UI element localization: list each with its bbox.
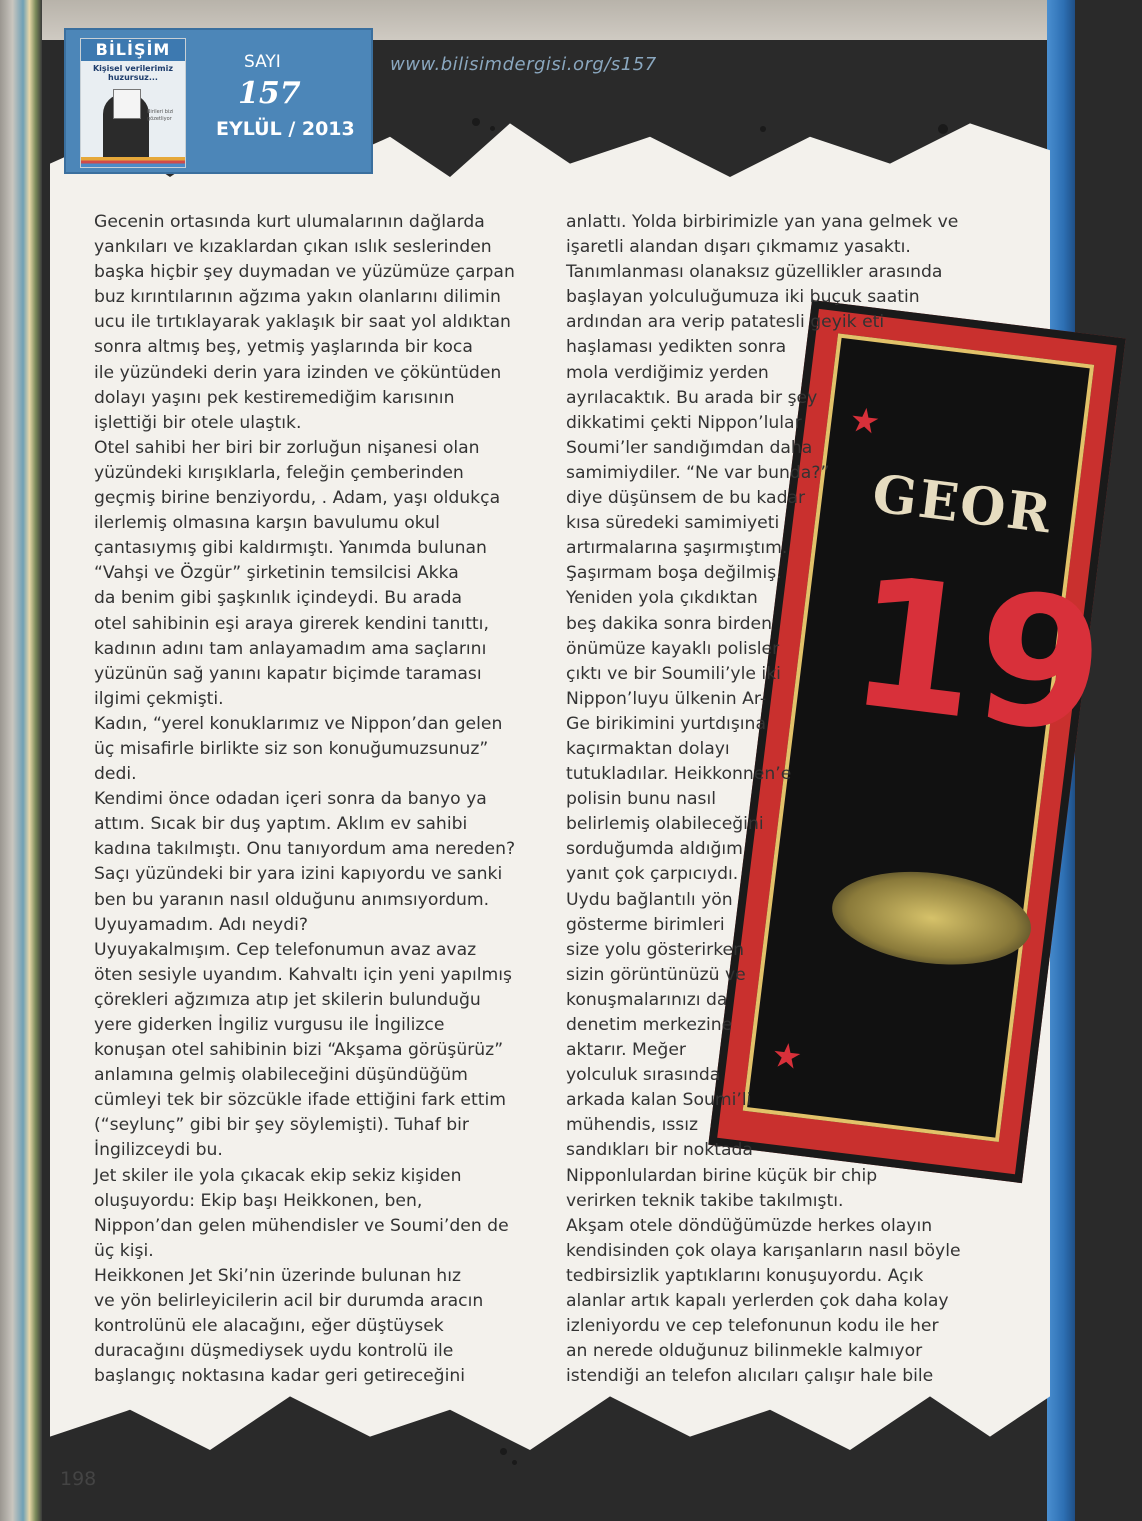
text-line: sizin görüntünüzü ve <box>566 964 746 985</box>
text-line: yere giderken İngiliz vurgusu ile İngilizce <box>94 1015 445 1035</box>
text-line: Gecenin ortasında kurt ulumalarının dağlarda <box>94 212 485 232</box>
text-line: polisin bunu nasıl <box>566 789 717 810</box>
text-line: istendiği an telefon alıcıları çalışır hale bile <box>566 1366 934 1387</box>
text-line: Otel sahibi her biri bir zorluğun nişanesi olan <box>94 437 480 458</box>
text-line: ardından ara verip patatesli geyik eti <box>566 312 885 333</box>
text-line: çörekleri ağzımıza atıp jet skilerin bulunduğu <box>94 989 481 1010</box>
text-line: kadına takılmıştı. Onu tanıyordum ama nereden? <box>94 839 516 860</box>
text-line: kendisinden çok olaya karışanların nasıl böyle <box>566 1240 961 1261</box>
text-line: otel sahibinin eşi araya girerek kendini tanıttı, <box>94 613 489 634</box>
text-line: kaçırmaktan dolayı <box>566 738 730 759</box>
text-line: Jet skiler ile yola çıkacak ekip sekiz kişiden <box>94 1165 462 1186</box>
text-line: (“seylunç” gibi bir şey söylemişti). Tuhaf bir <box>94 1115 469 1136</box>
text-line: üç kişi. <box>94 1240 154 1261</box>
text-line: samimiydiler. “Ne var bunda?” <box>566 462 830 483</box>
text-line: işlettiği bir otele ulaştık. <box>94 412 302 433</box>
text-line: oluşuyordu: Ekip başı Heikkonen, ben, <box>94 1190 423 1211</box>
text-line: İngilizceydi bu. <box>94 1140 223 1161</box>
text-line: an nerede olduğunuz bilinmekle kalmıyor <box>566 1341 923 1362</box>
page-edges-left <box>0 0 42 1521</box>
text-line: başlangıç noktasına kadar geri getireceğini <box>94 1366 466 1387</box>
text-line: arkada kalan Soumi’li <box>566 1090 752 1111</box>
issue-header <box>64 28 373 174</box>
text-line: konuşan otel sahibinin bizi “Akşama görüşürüz” <box>94 1040 504 1061</box>
text-line: sandıkları bir noktada <box>566 1140 753 1161</box>
magazine-url: www.bilisimdergisi.org/s157 <box>390 54 657 75</box>
text-line: öten sesiyle uyandım. Kahvaltı için yeni yapılmış <box>94 964 512 985</box>
text-line: verirken teknik takibe takılmıştı. <box>566 1190 844 1211</box>
text-line: çıktı ve bir Soumili’yle iki <box>566 663 781 684</box>
ink-splatter <box>760 126 766 132</box>
text-line: çantasıymış gibi kaldırmıştı. Yanımda bulunan <box>94 538 487 559</box>
text-line: yüzünün sağ yanını kapatır biçimde taraması <box>94 663 482 684</box>
text-line: belirlemiş olabileceğini <box>566 814 764 835</box>
text-line: Uyuyamadım. Adı neydi? <box>94 914 309 935</box>
text-line: denetim merkezine <box>566 1015 733 1035</box>
text-line: Uydu bağlantılı yön <box>566 889 733 910</box>
text-line: da benim gibi şaşkınlık içindeydi. Bu arada <box>94 588 463 609</box>
star-icon: ★ <box>769 1034 805 1079</box>
star-icon: ★ <box>847 399 883 444</box>
ink-splatter <box>512 1460 517 1465</box>
text-line: duracağını düşmediysek uydu kontrolü ile <box>94 1341 454 1362</box>
text-line: beş dakika sonra birden <box>566 613 772 634</box>
text-line: Heikkonen Jet Ski’nin üzerinde bulunan hız <box>94 1265 461 1286</box>
text-line: başka hiçbir şey duymadan ve yüzümüze çarpan <box>94 262 515 283</box>
ink-splatter <box>938 124 948 134</box>
text-line: mühendis, ıssız <box>566 1115 699 1136</box>
magazine-logo: BİLİŞİM <box>81 39 185 61</box>
text-line: işaretli alandan dışarı çıkmamız yasaktı. <box>566 237 911 258</box>
cover-headline: Kişisel verilerimiz huzursuz... <box>92 64 174 82</box>
text-line: haşlaması yedikten sonra <box>566 337 787 358</box>
text-line: Ge birikimini yurtdışına <box>566 713 766 734</box>
text-line: Kendimi önce odadan içeri sonra da banyo ya <box>94 789 487 810</box>
issue-label: SAYI <box>244 52 281 72</box>
text-line: dedi. <box>94 764 137 785</box>
text-line: ve yön belirleyicilerin acil bir durumda aracın <box>94 1291 484 1312</box>
text-line: konuşmalarınızı da <box>566 989 728 1010</box>
text-line: Kadın, “yerel konuklarımız ve Nippon’dan gelen <box>94 713 503 734</box>
text-line: buz kırıntılarının ağzıma yakın olanlarını dilimin <box>94 287 501 308</box>
poster-title: GEOR <box>869 463 1056 546</box>
text-line: ben bu yaranın nasıl olduğunu anımsıyordum. <box>94 889 490 910</box>
text-line: ilerlemiş olmasına karşın bavulumu okul <box>94 513 440 534</box>
text-line: artırmalarına şaşırmıştım. <box>566 538 788 559</box>
text-line: Yeniden yola çıkdıktan <box>566 588 758 609</box>
text-line: Şaşırmam boşa değilmiş. <box>566 563 782 584</box>
text-line: sonra altmış beş, yetmiş yaşlarında bir koca <box>94 337 473 358</box>
text-line: yankıları ve kızaklardan çıkan ıslık seslerinden <box>94 237 492 258</box>
page-number: 198 <box>60 1468 97 1490</box>
text-line: attım. Sıcak bir duş yaptım. Aklım ev sahibi <box>94 814 468 835</box>
text-line: ile yüzündeki derin yara izinden ve çöküntüden <box>94 362 502 383</box>
text-line: dolayı yaşını pek kestiremediğim karısının <box>94 387 455 408</box>
text-line: alanlar artık kapalı yerlerden çok daha kolay <box>566 1291 949 1312</box>
text-line: yolculuk sırasında <box>566 1065 721 1086</box>
ink-splatter <box>490 126 495 131</box>
poster-number: 19 <box>840 537 1115 776</box>
text-line: Nippon’luyu ülkenin Ar- <box>566 688 767 709</box>
cover-face-icon <box>113 89 141 119</box>
cover-subtext: Birileri bizi gözetliyor <box>147 109 174 122</box>
text-line: gösterme birimleri <box>566 914 725 935</box>
text-line: mola verdiğimiz yerden <box>566 362 769 383</box>
magazine-cover-thumbnail <box>80 38 186 168</box>
text-line: Akşam otele döndüğümüzde herkes olayın <box>566 1215 933 1236</box>
text-line: tutukladılar. Heikkonnen’e <box>566 764 792 785</box>
text-line: anlamına gelmiş olabileceğini düşündüğüm <box>94 1065 468 1086</box>
text-line: Uyuyakalmışım. Cep telefonumun avaz avaz <box>94 939 477 960</box>
text-line: ilgimi çekmişti. <box>94 688 224 709</box>
text-line: başlayan yolculuğumuza iki buçuk saatin <box>566 287 920 308</box>
text-line: cümleyi tek bir sözcükle ifade ettiğini fark ettim <box>94 1090 506 1111</box>
text-line: ayrılacaktık. Bu arada bir şey <box>566 387 818 408</box>
text-line: üç misafirle birlikte siz son konuğumuzsunuz” <box>94 738 489 759</box>
text-line: kadının adını tam anlayamadım ama saçlarını <box>94 638 487 659</box>
text-line: kontrolünü ele alacağını, eğer düştüysek <box>94 1316 444 1337</box>
text-line: aktarır. Meğer <box>566 1040 686 1061</box>
text-line: Nippon’dan gelen mühendisler ve Soumi’den de <box>94 1215 509 1236</box>
text-line: diye düşünsem de bu kadar <box>566 488 806 509</box>
text-line: yanıt çok çarpıcıydı. <box>566 864 739 885</box>
article-column-left <box>94 210 515 1389</box>
text-line: izleniyordu ve cep telefonunun kodu ile her <box>566 1316 939 1337</box>
text-line: yüzündeki kırışıklarla, feleğin çemberinden <box>94 462 464 483</box>
text-line: kısa süredeki samimiyeti <box>566 513 780 534</box>
text-line: size yolu gösterirken <box>566 939 745 960</box>
text-line: geçmiş birine benziyordu, . Adam, yaşı oldukça <box>94 488 501 509</box>
text-line: önümüze kayaklı polisler <box>566 638 780 659</box>
text-line: dikkatimi çekti Nippon’lular <box>566 412 802 433</box>
cover-stripes <box>81 157 185 167</box>
issue-number: 157 <box>238 76 301 111</box>
text-line: “Vahşi ve Özgür” şirketinin temsilcisi Akka <box>94 563 459 584</box>
text-line: sorduğumda aldığım <box>566 839 743 860</box>
text-line: Tanımlanması olanaksız güzellikler arasında <box>566 262 943 283</box>
article-column-right <box>566 210 961 1389</box>
ink-splatter <box>500 1448 507 1455</box>
text-line: Nipponlulardan birine küçük bir chip <box>566 1165 878 1186</box>
text-line: Soumi’ler sandığımdan daha <box>566 437 813 458</box>
text-line: tedbirsizlik yaptıklarını konuşuyordu. Açık <box>566 1265 924 1286</box>
text-line: anlattı. Yolda birbirimizle yan yana gelmek ve <box>566 212 959 232</box>
ink-splatter <box>472 118 480 126</box>
text-line: Saçı yüzündeki bir yara izini kapıyordu ve sanki <box>94 864 503 885</box>
issue-date: EYLÜL / 2013 <box>216 118 355 140</box>
text-line: ucu ile tırtıklayarak yaklaşık bir saat yol aldıktan <box>94 312 511 333</box>
